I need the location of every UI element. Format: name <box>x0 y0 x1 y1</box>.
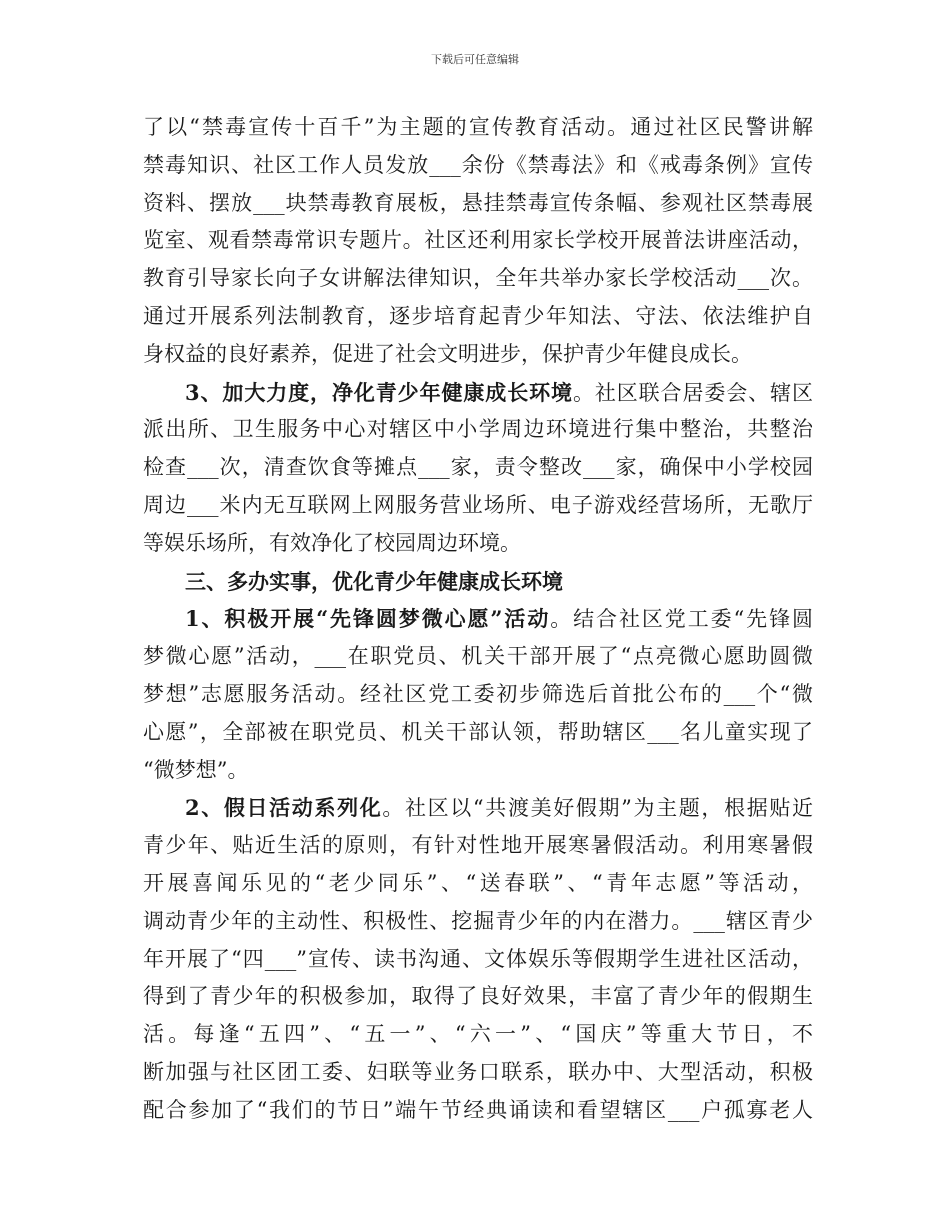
text-line <box>143 789 813 827</box>
body-text: 开展喜闻乐见的“老少同乐”、“送春联”、“青年志愿”等活动， <box>143 870 813 895</box>
body-text: 派出所、卫生服务中心对辖区中小学周边环境进行集中整治，共整治 <box>143 417 813 442</box>
text-line <box>143 903 813 941</box>
text-line <box>143 109 813 147</box>
paragraph <box>143 789 813 1129</box>
text-line <box>143 298 813 336</box>
body-text: 得到了青少年的积极参加，取得了良好效果，丰富了青少年的假期生 <box>143 984 813 1009</box>
text-line <box>143 865 813 903</box>
body-text: 。结合社区党工委“先锋圆 <box>550 607 813 632</box>
text-line <box>143 978 813 1016</box>
text-line <box>143 941 813 979</box>
bold-heading-text: 3、加大力度，净化青少年健康成长环境 <box>185 379 573 405</box>
body-text: 禁毒知识、社区工作人员发放___余份《禁毒法》和《戒毒条例》宣传 <box>143 152 813 177</box>
body-text: 调动青少年的主动性、积极性、挖掘青少年的内在潜力。___辖区青少 <box>143 908 813 933</box>
text-line <box>143 449 813 487</box>
body-text: 断加强与社区团工委、妇联等业务口联系，联办中、大型活动，积极 <box>143 1059 813 1084</box>
text-line <box>143 676 813 714</box>
text-line <box>143 714 813 752</box>
text-line <box>143 525 813 563</box>
text-line <box>143 752 813 790</box>
text-line <box>143 638 813 676</box>
text-line <box>143 563 813 601</box>
body-text: “微梦想”。 <box>143 757 249 782</box>
body-text: 了以“禁毒宣传十百千”为主题的宣传教育活动。通过社区民警讲解 <box>143 115 813 139</box>
text-line <box>143 600 813 638</box>
body-text: 周边___米内无互联网上网服务营业场所、电子游戏经营场所，无歌厅 <box>143 492 813 517</box>
body-text: 。社区以“共渡美好假期”为主题，根据贴近 <box>382 796 813 821</box>
body-text: 心愿”，全部被在职党员、机关干部认领，帮助辖区___名儿童实现了 <box>143 719 813 744</box>
text-line <box>143 260 813 298</box>
page-header: 下载后可任意编辑 <box>431 53 519 66</box>
body-text: 梦想”志愿服务活动。经社区党工委初步筛选后首批公布的___个“微 <box>143 681 813 706</box>
body-text: 等娱乐场所，有效净化了校园周边环境。 <box>143 530 521 555</box>
bold-heading-text: 1、积极开展“先锋圆梦微心愿”活动 <box>185 606 551 632</box>
bold-heading-text: 2、假日活动系列化 <box>185 795 383 821</box>
body-text: 检查___次，清查饮食等摊点___家，责令整改___家，确保中小学校园 <box>143 455 813 480</box>
body-text: 资料、摆放___块禁毒教育展板，悬挂禁毒宣传条幅、参观社区禁毒展 <box>143 190 813 215</box>
body-text: 教育引导家长向子女讲解法律知识，全年共举办家长学校活动___次。 <box>143 266 813 291</box>
document-body <box>143 109 813 1130</box>
paragraph <box>143 374 813 563</box>
body-text: 年开展了“四___”宣传、读书沟通、文体娱乐等假期学生进社区活动， <box>143 946 813 971</box>
body-text: 览室、观看禁毒常识专题片。社区还利用家长学校开展普法讲座活动， <box>143 228 813 253</box>
text-line <box>143 147 813 185</box>
text-line <box>143 1016 813 1054</box>
paragraph <box>143 600 813 789</box>
text-line <box>143 374 813 412</box>
text-line <box>143 1054 813 1092</box>
body-text: 身权益的良好素养，促进了社会文明进步，保护青少年健良成长。 <box>143 341 752 366</box>
body-text: 配合参加了“我们的节日”端午节经典诵读和看望辖区___户孤寡老人 <box>143 1097 813 1122</box>
body-text: 。社区联合居委会、辖区 <box>572 380 813 405</box>
text-line <box>143 827 813 865</box>
paragraph <box>143 109 813 374</box>
text-line <box>143 336 813 374</box>
body-text: 梦微心愿”活动，___在职党员、机关干部开展了“点亮微心愿助圆微 <box>143 644 813 669</box>
text-line <box>143 1092 813 1130</box>
text-line <box>143 487 813 525</box>
body-text: 活。每逢“五四”、“五一”、“六一”、“国庆”等重大节日，不 <box>143 1022 813 1047</box>
bold-heading-text: 三、多办实事，优化青少年健康成长环境 <box>185 568 563 594</box>
text-line <box>143 222 813 260</box>
text-line <box>143 411 813 449</box>
text-line <box>143 185 813 223</box>
body-text: 青少年、贴近生活的原则，有针对性地开展寒暑假活动。利用寒暑假 <box>143 833 813 858</box>
body-text: 通过开展系列法制教育，逐步培育起青少年知法、守法、依法维护自 <box>143 303 813 328</box>
paragraph <box>143 563 813 601</box>
